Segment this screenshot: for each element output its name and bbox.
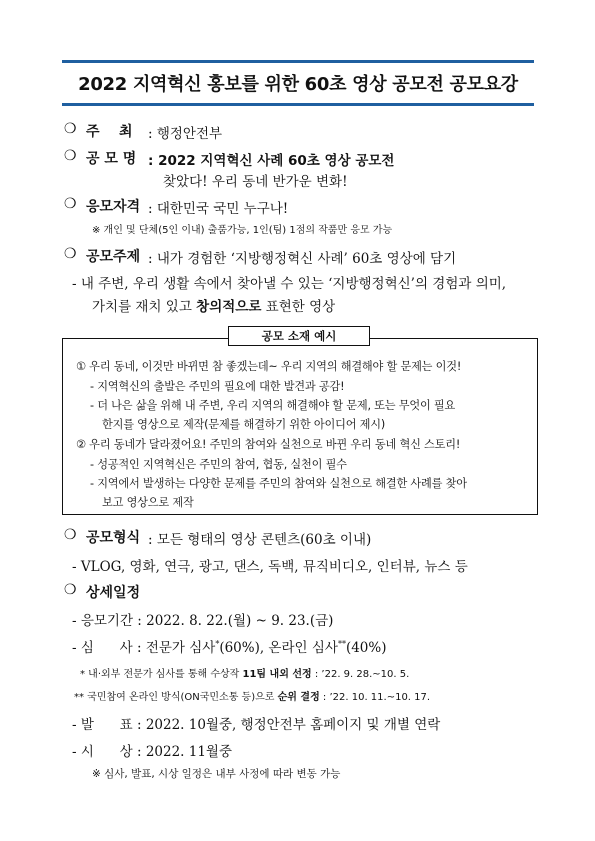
schedule-label: 상세일정 — [86, 585, 141, 601]
page-title: 2022 지역혁신 홍보를 위한 60초 영상 공모전 공모요강 — [78, 74, 518, 95]
contest-name-label: 공 모 명 — [86, 151, 137, 167]
format-label: 공모형식 — [86, 530, 141, 546]
contest-name-value: : 2022 지역혁신 사례 60초 영상 공모전 — [148, 153, 395, 169]
host-value: : 행정안전부 — [148, 126, 223, 142]
example-detail: 한지를 영상으로 제작(문제를 해결하기 위한 아이디어 제시) — [102, 418, 386, 431]
example-detail: - 더 나은 삶을 위해 내 주변, 우리 지역의 해결해야 할 문제, 또는 무엇이 필요 — [90, 399, 456, 412]
examples-box-title: 공모 소재 예시 — [228, 326, 370, 346]
format-value: : 모든 형태의 영상 콘텐츠(60초 이내) — [148, 532, 372, 548]
review-note-2: ** 국민참여 온라인 방식(ON국민소통 등)으로 순위 결정 : ’22. 10. 11.~10. 17. — [74, 692, 431, 703]
example-detail: - 지역에서 발생하는 다양한 문제를 주민의 참여와 실천으로 해결한 사례를 찾아 — [90, 477, 467, 490]
theme-label: 공모주제 — [86, 249, 141, 265]
host-label: 주 최 — [86, 124, 133, 140]
example-item-2: ② 우리 동네가 달라졌어요! 주민의 참여와 실천으로 바뀐 우리 동네 혁신 스토리! — [76, 438, 461, 451]
contest-slogan: 찾았다! 우리 동네 반가운 변화! — [163, 174, 348, 190]
theme-description-line1: - 내 주변, 우리 생활 속에서 찾아낼 수 있는 ‘지방행정혁신’의 경험과 의미, — [72, 276, 507, 292]
schedule-announcement: - 발 표 : 2022. 10월중, 행정안전부 홈페이지 및 개별 연락 — [72, 717, 441, 733]
schedule-review: - 심 사 : 전문가 심사*(60%), 온라인 심사**(40%) — [72, 639, 387, 656]
schedule-period: - 응모기간 : 2022. 8. 22.(월) ~ 9. 23.(금) — [72, 613, 334, 629]
bullet-icon: ❍ — [64, 527, 77, 543]
example-item-1: ① 우리 동네, 이것만 바뀌면 참 좋겠는데~ 우리 지역의 해결해야 할 문제는 이것! — [76, 360, 462, 373]
schedule-final-note: ※ 심사, 발표, 시상 일정은 내부 사정에 따라 변동 가능 — [92, 768, 341, 780]
bullet-icon: ❍ — [64, 582, 77, 598]
schedule-award: - 시 상 : 2022. 11월중 — [72, 744, 233, 760]
theme-description-line2: 가치를 재치 있고 창의적으로 표현한 영상 — [92, 299, 336, 315]
theme-value: : 내가 경험한 ‘지방행정혁신 사례’ 60초 영상에 담기 — [148, 251, 457, 267]
example-detail: - 성공적인 지역혁신은 주민의 참여, 협동, 실천이 필수 — [90, 458, 347, 471]
bullet-icon: ❍ — [64, 196, 77, 212]
review-note-1: * 내·외부 전문가 심사를 통해 수상작 11팀 내외 선정 : ’22. 9. 28.~10. 5. — [80, 669, 410, 680]
bullet-icon: ❍ — [64, 148, 77, 164]
title-banner — [62, 60, 534, 106]
bullet-icon: ❍ — [64, 121, 77, 137]
example-detail: 보고 영상으로 제작 — [102, 496, 194, 509]
eligibility-value: : 대한민국 국민 누구나! — [148, 201, 289, 217]
bullet-icon: ❍ — [64, 246, 77, 262]
example-detail: - 지역혁신의 출발은 주민의 필요에 대한 발견과 공감! — [90, 380, 345, 393]
eligibility-label: 응모자격 — [86, 199, 141, 215]
eligibility-note: ※ 개인 및 단체(5인 이내) 출품가능, 1인(팀) 1점의 작품만 응모 가능 — [92, 225, 393, 236]
format-examples: - VLOG, 영화, 연극, 광고, 댄스, 독백, 뮤직비디오, 인터뷰, 뉴스 등 — [72, 559, 468, 575]
